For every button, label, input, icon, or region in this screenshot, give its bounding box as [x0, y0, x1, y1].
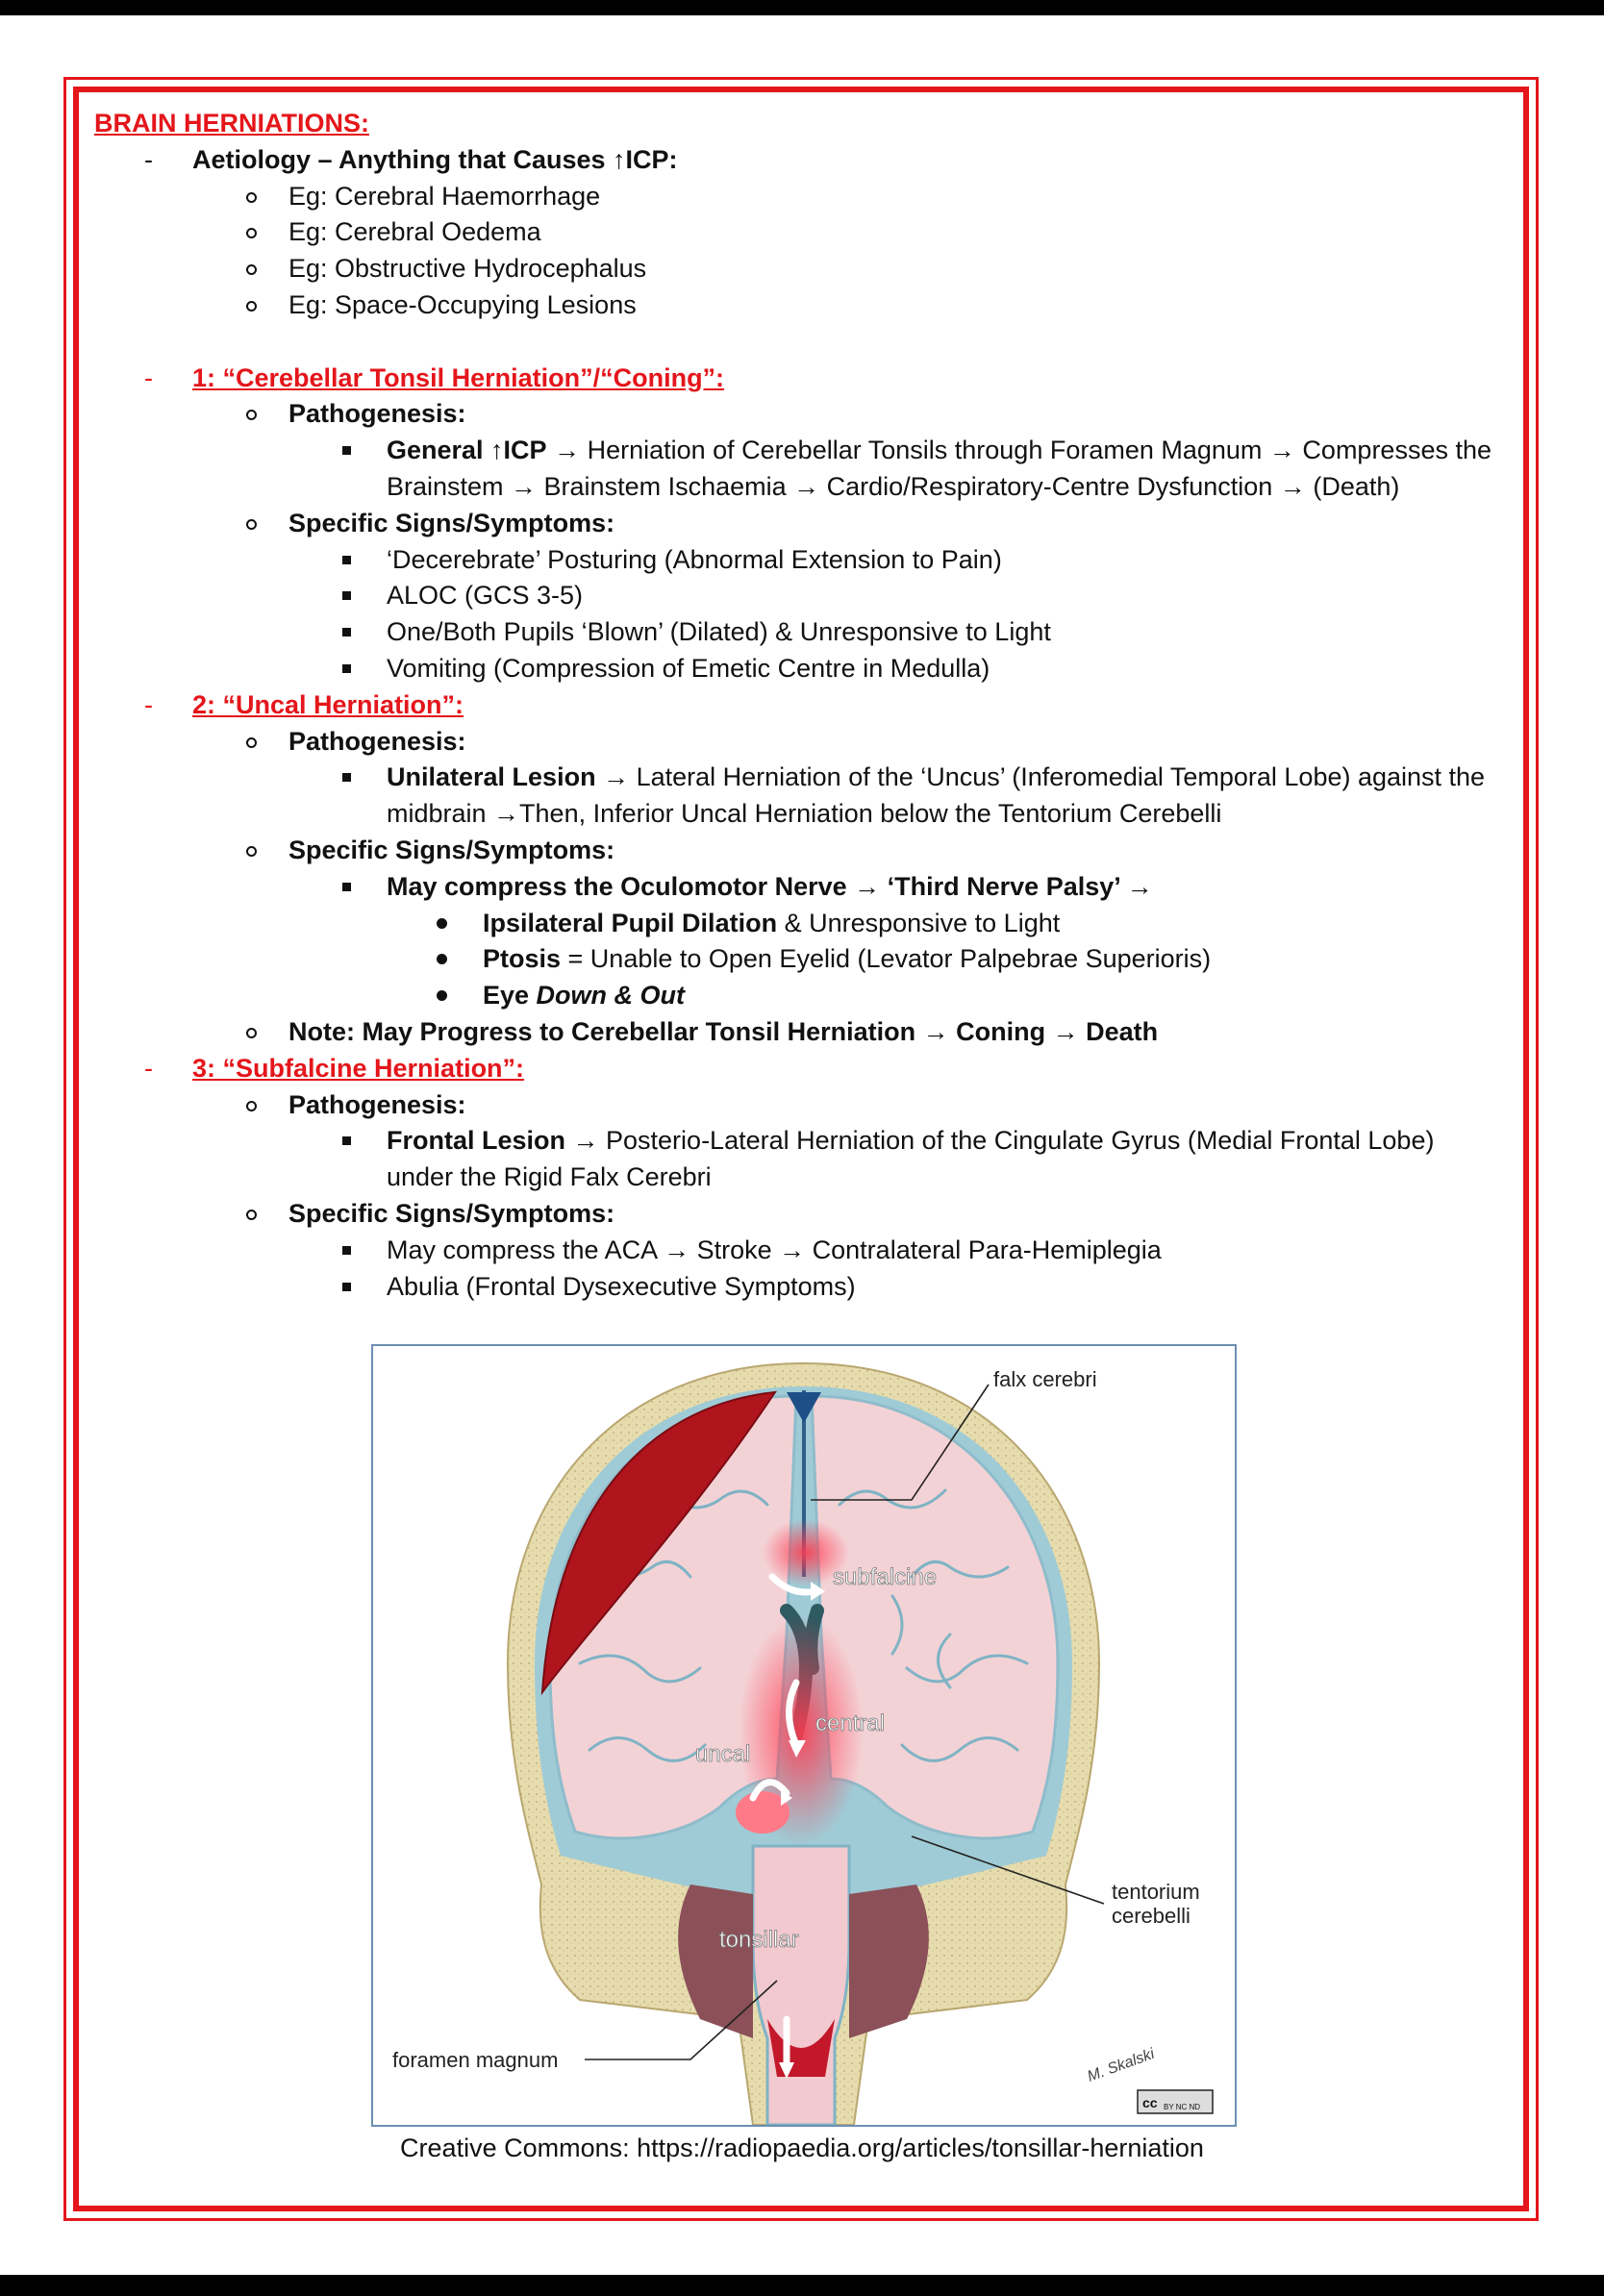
label-cerebelli: cerebelli: [1112, 1904, 1190, 1928]
artist-signature: M. Skalski: [1085, 2045, 1157, 2085]
list-item: [94, 214, 1508, 251]
notes-content: [94, 106, 1508, 1305]
label-tentorium: tentorium: [1112, 1880, 1200, 1904]
list-item: [94, 614, 1508, 651]
square-bullet-icon: [342, 1246, 351, 1255]
heading-line: [94, 106, 1508, 142]
square-bullet-icon: [342, 628, 351, 636]
uncal-title: 2: “Uncal Herniation”:: [192, 689, 464, 719]
pathogenesis-label: Pathogenesis:: [288, 1089, 466, 1119]
subfalcine-title: 3: “Subfalcine Herniation”:: [192, 1053, 525, 1083]
tonsil-title: 1: “Cerebellar Tonsil Herniation”/“Coning”:: [192, 362, 725, 392]
bold-lead: Frontal Lesion →: [387, 1126, 599, 1156]
dash-bullet: -: [144, 144, 153, 174]
circle-bullet-icon: [246, 1101, 257, 1111]
sign-item: May compress the Oculomotor Nerve → ‘Third Nerve Palsy’ →: [387, 871, 1153, 901]
square-bullet-icon: [342, 446, 351, 455]
list-item: [94, 251, 1508, 287]
list-item: [94, 1087, 1508, 1124]
image-caption: Creative Commons: https://radiopaedia.org/articles/tonsillar-herniation: [400, 2134, 1204, 2162]
subfalcine-section-title-line: [94, 1051, 1508, 1087]
aetiology-item: Eg: Obstructive Hydrocephalus: [288, 254, 647, 284]
signs-label: Specific Signs/Symptoms:: [288, 1198, 615, 1228]
aetiology-item: Eg: Cerebral Haemorrhage: [288, 181, 601, 211]
signs-label: Specific Signs/Symptoms:: [288, 508, 615, 537]
list-item: [94, 833, 1508, 869]
pathogenesis-text: → Lateral Herniation of the ‘Uncus’ (Inferomedial Temporal Lobe) against the midbrain →Then, Inferior Uncal Herniation below the Tentorium Cerebelli: [387, 762, 1486, 829]
cc-badge-subtext: BY NC ND: [1164, 2103, 1201, 2111]
label-central: central: [815, 1710, 886, 1736]
cerebellum-right: [849, 1884, 929, 2038]
list-item: [94, 179, 1508, 215]
square-bullet-icon: [342, 556, 351, 564]
list-item: [94, 906, 1508, 942]
circle-bullet-icon: [246, 1028, 257, 1038]
aetiology-title: Aetiology – Anything that Causes ↑ICP:: [192, 144, 678, 174]
bold-lead: Eye: [483, 981, 537, 1011]
uncal-section-title-line: [94, 687, 1508, 724]
circle-bullet-icon: [246, 519, 257, 530]
aetiology-item: Eg: Cerebral Oedema: [288, 217, 541, 247]
circle-bullet-icon: [246, 846, 257, 857]
list-item: [94, 433, 1508, 506]
bottom-bar: [0, 2275, 1604, 2296]
list-item: [94, 760, 1508, 833]
dash-bullet: -: [144, 1053, 153, 1083]
circle-bullet-icon: [246, 737, 257, 748]
label-foramen-magnum: foramen magnum: [392, 2048, 559, 2072]
square-bullet-icon: [342, 1283, 351, 1291]
sub-item-text: & Unresponsive to Light: [777, 908, 1061, 937]
list-item: [94, 1014, 1508, 1051]
bold-lead: Ipsilateral Pupil Dilation: [483, 908, 778, 937]
list-item: [94, 1196, 1508, 1233]
aetiology-line: [94, 142, 1508, 179]
list-item: [94, 869, 1508, 906]
sign-item: May compress the ACA → Stroke → Contralateral Para-Hemiplegia: [387, 1235, 1162, 1264]
list-item: [94, 1233, 1508, 1269]
sub-item-text: = Unable to Open Eyelid (Levator Palpebrae Superioris): [561, 944, 1212, 974]
square-bullet-icon: [342, 591, 351, 600]
italic-text: Down & Out: [536, 981, 686, 1011]
cc-badge-text: cc: [1142, 2095, 1158, 2110]
pathogenesis-label: Pathogenesis:: [288, 399, 466, 429]
list-item: [94, 506, 1508, 542]
tonsil-pathogenesis: [94, 433, 1508, 506]
dash-bullet: -: [144, 689, 153, 719]
cerebellum-left: [678, 1884, 753, 2038]
top-bar: [0, 0, 1604, 15]
list-item: [94, 651, 1508, 687]
pathogenesis-label: Pathogenesis:: [288, 726, 466, 756]
list-item: [94, 941, 1508, 978]
list-item: [94, 542, 1508, 579]
dot-bullet-icon: [437, 918, 447, 929]
subfalcine-pathogenesis: [94, 1123, 1508, 1196]
dash-bullet: -: [144, 362, 153, 392]
pathogenesis-text: Posterio-Lateral Herniation of the Cingulate Gyrus (Medial Frontal Lobe) under the Rigid Falx Cerebri: [387, 1126, 1435, 1192]
note-text: Note: May Progress to Cerebellar Tonsil Herniation → Coning → Death: [288, 1016, 1159, 1046]
list-item: [94, 978, 1508, 1014]
sign-item: One/Both Pupils ‘Blown’ (Dilated) & Unresponsive to Light: [387, 617, 1051, 647]
sign-item: Abulia (Frontal Dysexecutive Symptoms): [387, 1271, 856, 1301]
list-item: [94, 396, 1508, 433]
tonsil-section-title-line: [94, 361, 1508, 397]
circle-bullet-icon: [246, 301, 257, 312]
square-bullet-icon: [342, 1136, 351, 1145]
pathogenesis-text: → Herniation of Cerebellar Tonsils through Foramen Magnum → Compresses the Brainstem → Brainstem Ischaemia → Cardio/Respiratory-Centre Dysfunction → (Death): [387, 436, 1492, 501]
label-subfalcine: subfalcine: [833, 1564, 938, 1590]
circle-bullet-icon: [246, 192, 257, 203]
sign-item: Vomiting (Compression of Emetic Centre in Medulla): [387, 653, 990, 683]
aetiology-item: Eg: Space-Occupying Lesions: [288, 289, 637, 319]
sign-item: ALOC (GCS 3-5): [387, 581, 584, 611]
herniation-illustration: [371, 1344, 1237, 2127]
bold-lead: General ↑ICP: [387, 436, 547, 465]
square-bullet-icon: [342, 664, 351, 673]
brain-coronal-diagram: [373, 1346, 1235, 2125]
signs-label: Specific Signs/Symptoms:: [288, 835, 615, 864]
bold-lead: Unilateral Lesion: [387, 762, 596, 792]
list-item: [94, 578, 1508, 614]
list-item: [94, 724, 1508, 761]
brainstem: [753, 1846, 849, 2125]
list-item: [94, 1269, 1508, 1306]
bold-lead: Ptosis: [483, 944, 562, 974]
label-uncal: uncal: [695, 1741, 751, 1767]
page-title: BRAIN HERNIATIONS:: [94, 109, 369, 137]
uncal-pathogenesis: [94, 760, 1508, 833]
list-item: [94, 1123, 1508, 1196]
list-item: [94, 287, 1508, 324]
label-falx-cerebri: falx cerebri: [993, 1367, 1097, 1391]
square-bullet-icon: [342, 773, 351, 782]
label-tonsillar: tonsillar: [719, 1927, 799, 1953]
circle-bullet-icon: [246, 1210, 257, 1220]
square-bullet-icon: [342, 883, 351, 891]
sign-item: ‘Decerebrate’ Posturing (Abnormal Extension to Pain): [387, 544, 1002, 574]
